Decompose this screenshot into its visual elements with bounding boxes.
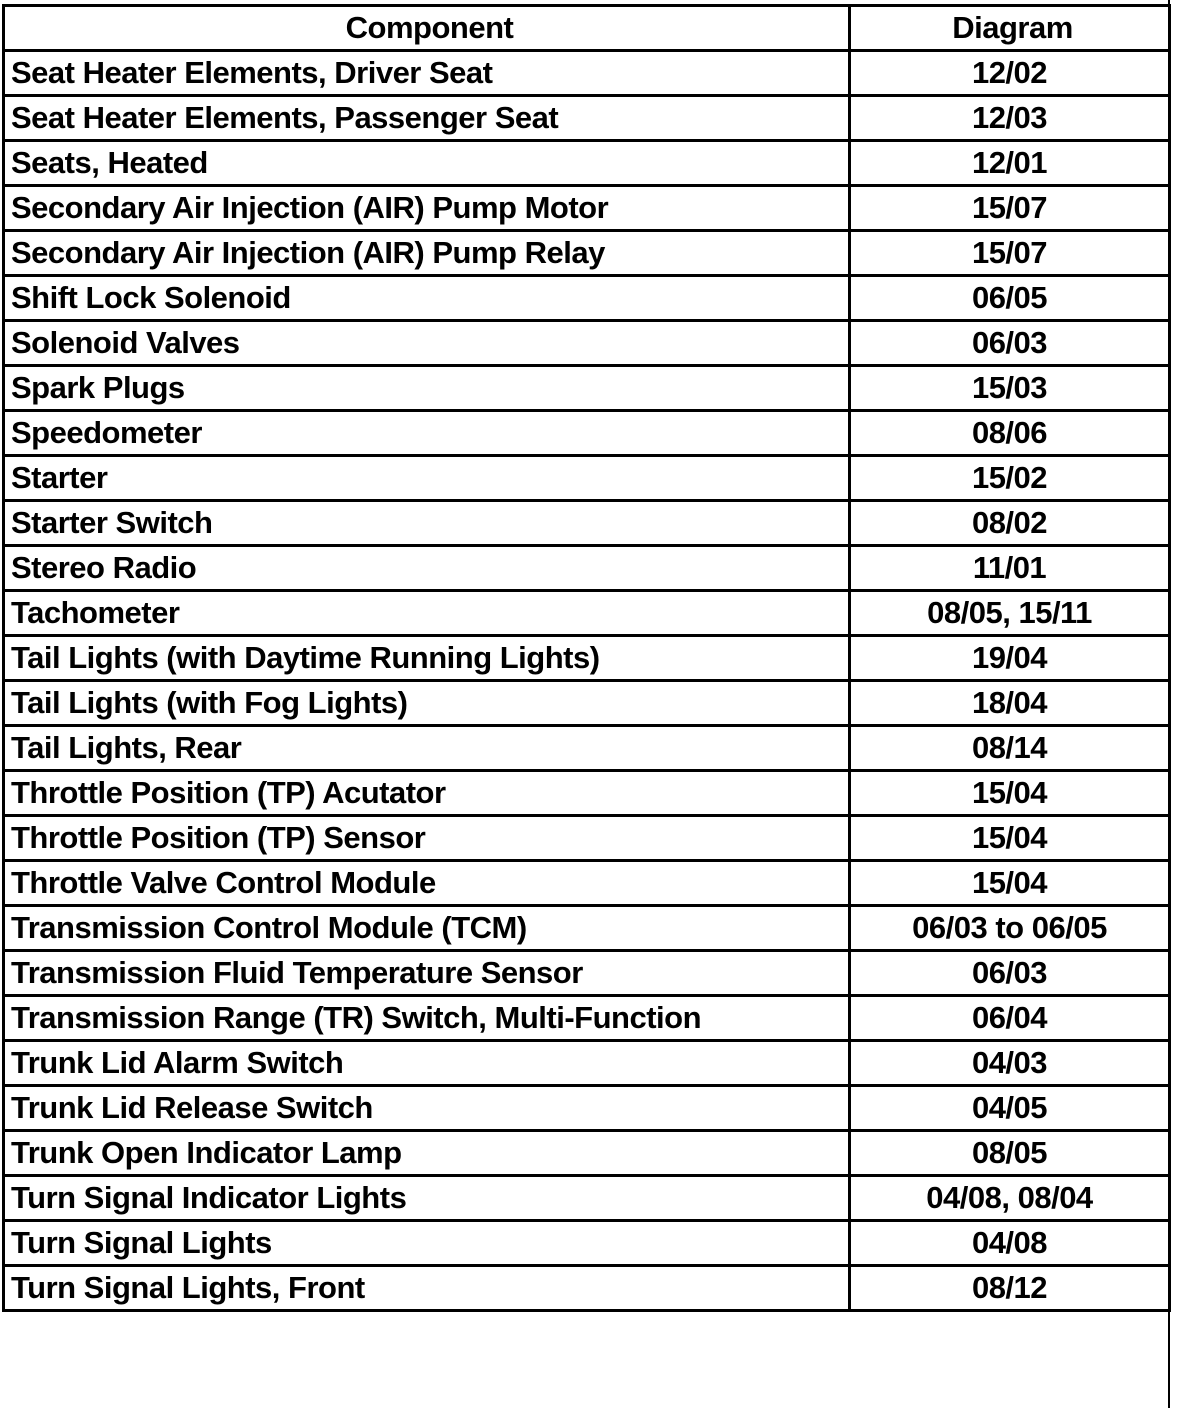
component-cell: Transmission Range (TR) Switch, Multi-Function [4,996,850,1041]
component-cell: Seats, Heated [4,141,850,186]
component-cell: Secondary Air Injection (AIR) Pump Motor [4,186,850,231]
table-row [4,96,1170,141]
component-cell: Spark Plugs [4,366,850,411]
component-cell: Transmission Fluid Temperature Sensor [4,951,850,996]
component-cell: Trunk Open Indicator Lamp [4,1131,850,1176]
diagram-cell: 19/04 [850,636,1170,681]
table-row [4,1041,1170,1086]
table-row [4,231,1170,276]
diagram-cell: 08/14 [850,726,1170,771]
component-cell: Tail Lights (with Fog Lights) [4,681,850,726]
diagram-cell: 06/04 [850,996,1170,1041]
table-row [4,726,1170,771]
diagram-cell: 06/03 [850,951,1170,996]
table-row [4,591,1170,636]
diagram-cell: 08/05 [850,1131,1170,1176]
diagram-cell: 12/02 [850,51,1170,96]
header-row [4,6,1170,51]
component-cell: Throttle Position (TP) Acutator [4,771,850,816]
table-row [4,996,1170,1041]
diagram-cell: 04/08, 08/04 [850,1176,1170,1221]
component-cell: Tachometer [4,591,850,636]
table-row [4,636,1170,681]
diagram-cell: 15/04 [850,816,1170,861]
component-cell: Turn Signal Lights [4,1221,850,1266]
diagram-column-header: Diagram [850,6,1170,51]
table-row [4,1221,1170,1266]
component-cell: Stereo Radio [4,546,850,591]
component-cell: Tail Lights (with Daytime Running Lights) [4,636,850,681]
table-row [4,186,1170,231]
table-row [4,456,1170,501]
diagram-cell: 15/03 [850,366,1170,411]
component-cell: Throttle Valve Control Module [4,861,850,906]
table-row [4,546,1170,591]
page-right-border [1168,0,1170,1408]
table-row [4,366,1170,411]
table-row [4,276,1170,321]
component-cell: Turn Signal Lights, Front [4,1266,850,1311]
table-body [4,51,1170,1311]
table-row [4,1176,1170,1221]
diagram-cell: 15/07 [850,186,1170,231]
component-cell: Throttle Position (TP) Sensor [4,816,850,861]
diagram-cell: 08/06 [850,411,1170,456]
diagram-cell: 11/01 [850,546,1170,591]
component-column-header: Component [4,6,850,51]
component-cell: Solenoid Valves [4,321,850,366]
diagram-cell: 12/01 [850,141,1170,186]
diagram-cell: 06/03 to 06/05 [850,906,1170,951]
diagram-cell: 06/05 [850,276,1170,321]
table-row [4,141,1170,186]
table-row [4,501,1170,546]
diagram-cell: 04/05 [850,1086,1170,1131]
table-row [4,1086,1170,1131]
table-row [4,816,1170,861]
table-row [4,861,1170,906]
table-row [4,1266,1170,1311]
diagram-cell: 15/04 [850,771,1170,816]
table-row [4,681,1170,726]
diagram-cell: 06/03 [850,321,1170,366]
diagram-cell: 12/03 [850,96,1170,141]
component-cell: Seat Heater Elements, Driver Seat [4,51,850,96]
table-row [4,1131,1170,1176]
component-cell: Turn Signal Indicator Lights [4,1176,850,1221]
component-cell: Tail Lights, Rear [4,726,850,771]
component-diagram-table [2,4,1171,1312]
diagram-cell: 18/04 [850,681,1170,726]
diagram-cell: 04/08 [850,1221,1170,1266]
table-row [4,951,1170,996]
table-header [4,6,1170,51]
diagram-cell: 15/02 [850,456,1170,501]
component-cell: Transmission Control Module (TCM) [4,906,850,951]
table-row [4,321,1170,366]
diagram-cell: 04/03 [850,1041,1170,1086]
table-row [4,51,1170,96]
component-cell: Speedometer [4,411,850,456]
diagram-cell: 08/12 [850,1266,1170,1311]
component-cell: Shift Lock Solenoid [4,276,850,321]
diagram-cell: 15/07 [850,231,1170,276]
diagram-cell: 08/02 [850,501,1170,546]
component-cell: Seat Heater Elements, Passenger Seat [4,96,850,141]
component-cell: Secondary Air Injection (AIR) Pump Relay [4,231,850,276]
table-row [4,771,1170,816]
table-row [4,411,1170,456]
component-cell: Trunk Lid Alarm Switch [4,1041,850,1086]
diagram-cell: 08/05, 15/11 [850,591,1170,636]
component-cell: Starter [4,456,850,501]
diagram-cell: 15/04 [850,861,1170,906]
component-cell: Trunk Lid Release Switch [4,1086,850,1131]
component-cell: Starter Switch [4,501,850,546]
table-row [4,906,1170,951]
